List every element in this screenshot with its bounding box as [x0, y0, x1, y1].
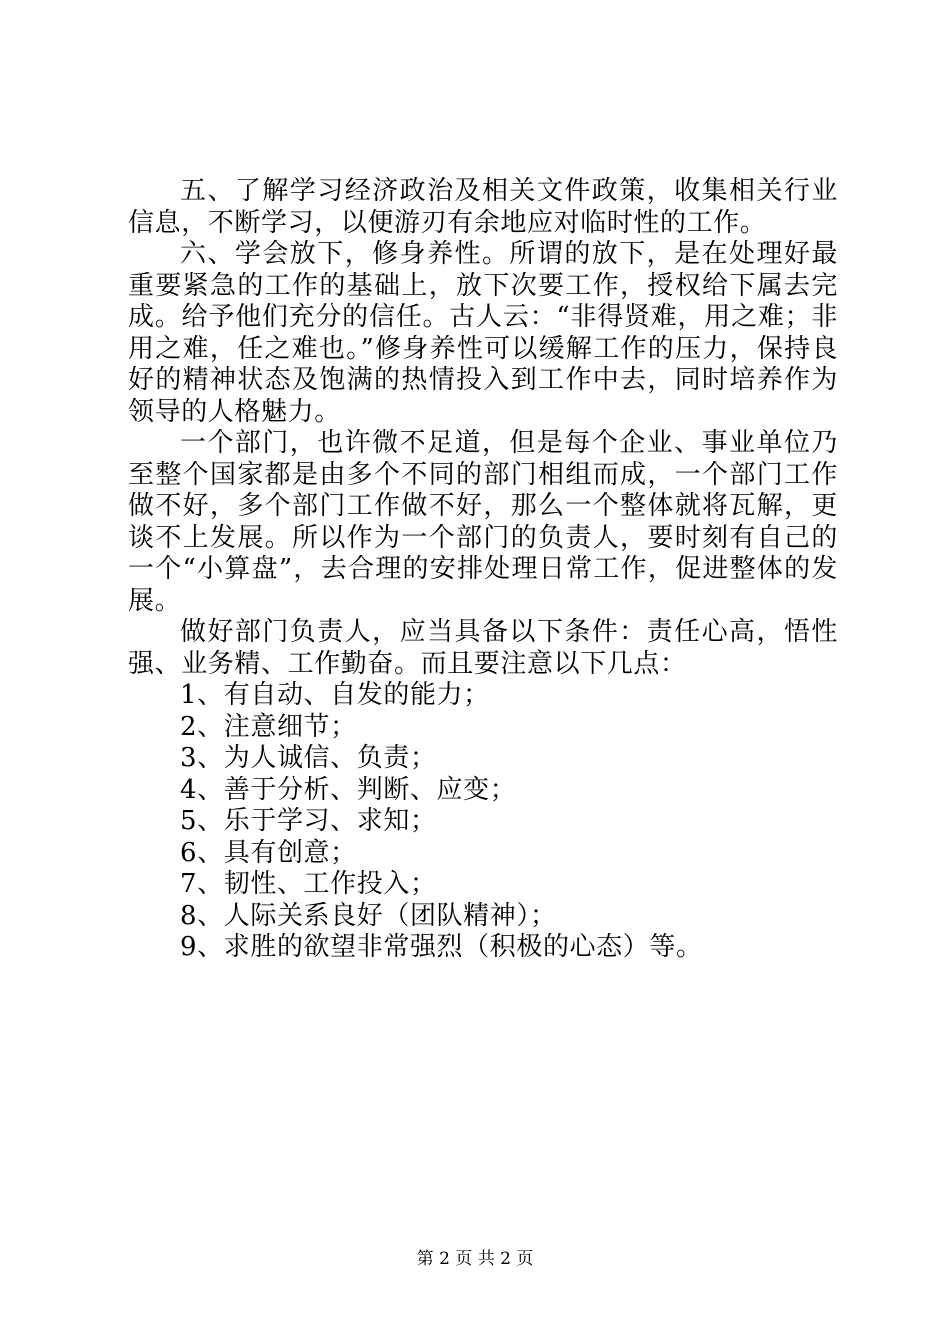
list-item: 1、有自动、自发的能力；: [180, 680, 490, 710]
list-item: 3、为人诚信、负责；: [180, 743, 437, 773]
list-item: 8、人际关系良好（团队精神）；: [180, 900, 557, 931]
list-item: 4、善于分析、判断、应变；: [180, 774, 517, 805]
document-body: [128, 176, 838, 964]
paragraph-department: 一个部门，也许微不足道，但是每个企业、事业单位乃至整个国家都是由多个不同的部门相组而成，一个部门工作做不好，多个部门工作做不好，那么一个整体就将瓦解，更谈不上发展。所以作为一个部门的负责人，要时刻有自己的一个“小算盘”，去合理的安排处理日常工作，促进整体的发展。: [128, 428, 838, 616]
paragraph-learning: 五、了解学习经济政治及相关文件政策，收集相关行业信息，不断学习，以便游刃有余地应对临时性的工作。: [128, 176, 838, 238]
page-footer: 第 2 页 共 2 页: [416, 1249, 534, 1269]
list-item: 5、乐于学习、求知；: [180, 806, 437, 836]
paragraph-requirements: 做好部门负责人，应当具备以下条件：责任心高，悟性强、业务精、工作勤奋。而且要注意以下几点：: [128, 617, 838, 679]
list-item: 9、求胜的欲望非常强烈（积极的心态）等。: [180, 932, 703, 962]
requirements-list: [128, 680, 838, 964]
list-item: 2、注意细节；: [180, 711, 357, 742]
paragraph-letting-go: 六、学会放下，修身养性。所谓的放下，是在处理好最重要紧急的工作的基础上，放下次要工作，授权给下属去完成。给予他们充分的信任。古人云：“非得贤难，用之难；非用之难，任之难也。”修身养性可以缓解工作的压力，保持良好的精神状态及饱满的热情投入到工作中去，同时培养作为领导的人格魅力。: [128, 239, 838, 427]
list-item: 6、具有创意；: [180, 837, 357, 868]
list-item: 7、韧性、工作投入；: [180, 869, 437, 899]
